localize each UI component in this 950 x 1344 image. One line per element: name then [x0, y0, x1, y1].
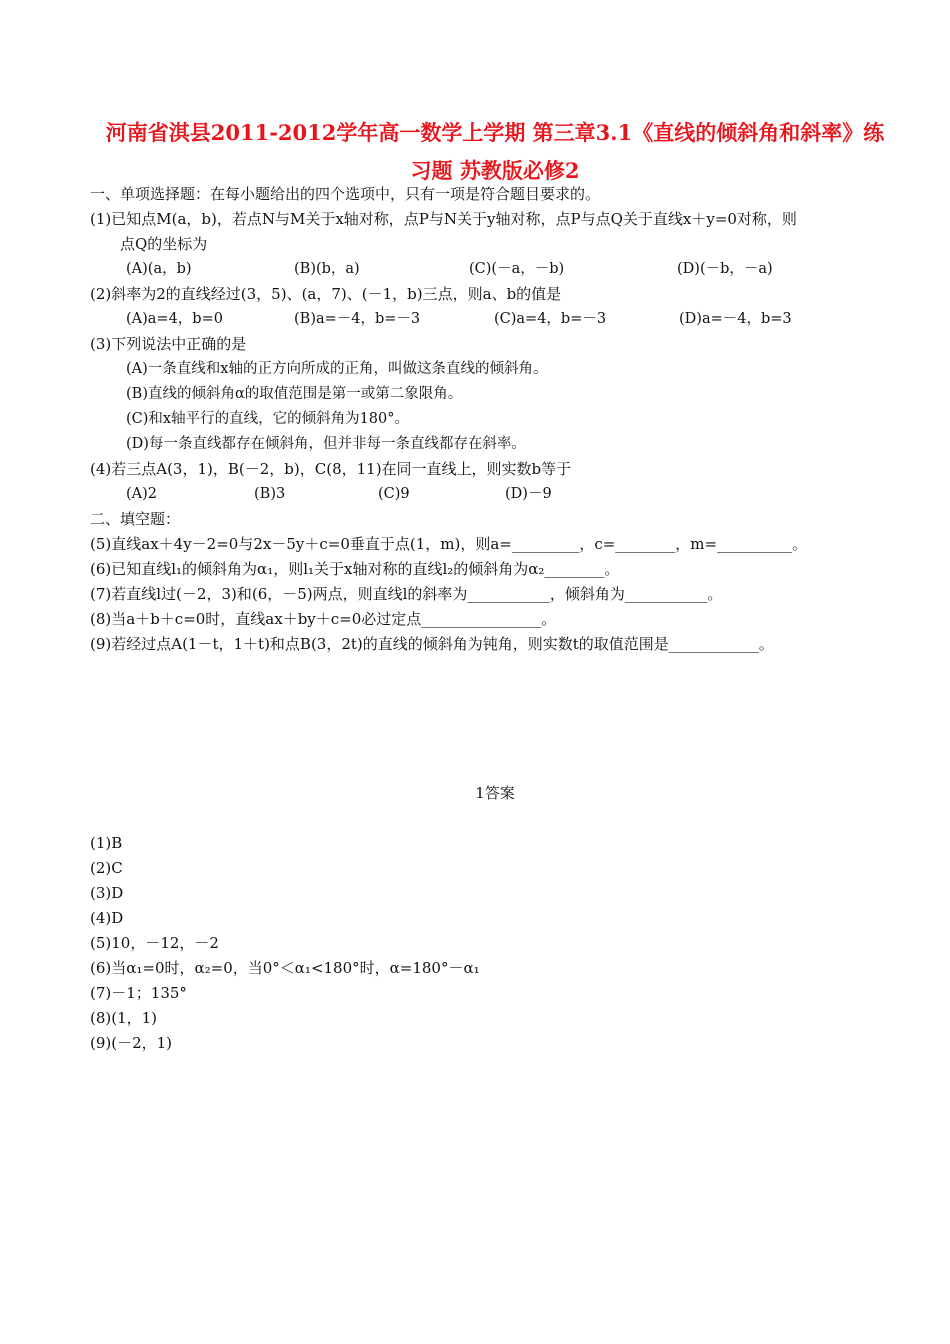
question-2-option-c: (C)a=4，b=－3 — [494, 311, 607, 327]
question-9: (9)若经过点A(1－t，1＋t)和点B(3，2t)的直线的倾斜角为钝角，则实数t的取值范围是____________。 — [90, 635, 774, 653]
answer-item: (4)D — [90, 909, 124, 927]
question-4-option-c: (C)9 — [378, 486, 410, 502]
question-3-option-a: (A)一条直线和x轴的正方向所成的正角，叫做这条直线的倾斜角。 — [126, 361, 548, 377]
question-1-option-a: (A)(a，b) — [126, 261, 192, 277]
question-1-stem: (1)已知点M(a，b)，若点N与M关于x轴对称，点P与N关于y轴对称，点P与点Q关于直线x＋y=0对称，则 — [90, 210, 797, 228]
document-title-line-1: 河南省淇县2011-2012学年高一数学上学期 第三章3.1《直线的倾斜角和斜率》练 — [105, 120, 885, 145]
question-1-option-d: (D)(－b，－a) — [677, 261, 773, 277]
question-6: (6)已知直线l₁的倾斜角为α₁，则l₁关于x轴对称的直线l₂的倾斜角为α₂________。 — [90, 560, 620, 578]
answer-item: (9)(－2，1) — [90, 1034, 173, 1052]
question-3-option-c: (C)和x轴平行的直线，它的倾斜角为180°。 — [126, 411, 410, 427]
question-2-stem: (2)斜率为2的直线经过(3，5)、(a，7)、(－1，b)三点，则a、b的值是 — [90, 285, 562, 303]
question-4-option-a: (A)2 — [126, 486, 158, 502]
answer-item: (2)C — [90, 859, 123, 877]
question-2-option-a: (A)a=4，b=0 — [126, 311, 223, 327]
question-3-option-d: (D)每一条直线都存在倾斜角，但并非每一条直线都存在斜率。 — [126, 436, 526, 452]
question-7: (7)若直线l过(－2，3)和(6，－5)两点，则直线l的斜率为___________，倾斜角为___________。 — [90, 585, 723, 603]
answer-item: (1)B — [90, 834, 123, 852]
section-1-heading: 一、单项选择题：在每小题给出的四个选项中，只有一项是符合题目要求的。 — [90, 185, 601, 203]
answer-item: (6)当α₁=0时，α₂=0，当0°＜α₁<180°时，α=180°－α₁ — [90, 959, 480, 977]
question-4-option-d: (D)－9 — [505, 486, 552, 502]
question-1-option-c: (C)(－a，－b) — [469, 261, 565, 277]
question-2-option-b: (B)a=－4，b=－3 — [294, 311, 421, 327]
question-3-stem: (3)下列说法中正确的是 — [90, 335, 247, 353]
document-title-line-2: 习题 苏教版必修2 — [410, 158, 580, 183]
question-8: (8)当a＋b＋c=0时，直线ax＋by＋c=0必过定点________________。 — [90, 610, 557, 628]
question-4-stem: (4)若三点A(3，1)，B(－2，b)，C(8，11)在同一直线上，则实数b等于 — [90, 460, 572, 478]
question-2-option-d: (D)a=－4，b=3 — [679, 311, 792, 327]
question-5: (5)直线ax＋4y－2=0与2x－5y＋c=0垂直于点(1，m)，则a=_________，c=________，m=__________。 — [90, 535, 808, 553]
answer-item: (5)10，－12，－2 — [90, 934, 219, 952]
question-1-stem-continued: 点Q的坐标为 — [120, 235, 208, 253]
question-1-option-b: (B)(b，a) — [294, 261, 360, 277]
answers-heading: 1答案 — [475, 784, 515, 802]
section-2-heading: 二、填空题： — [90, 510, 181, 528]
question-4-option-b: (B)3 — [254, 486, 286, 502]
answer-item: (8)(1，1) — [90, 1009, 158, 1027]
answer-item: (3)D — [90, 884, 124, 902]
question-3-option-b: (B)直线的倾斜角α的取值范围是第一或第二象限角。 — [126, 386, 463, 402]
answer-item: (7)－1；135° — [90, 984, 187, 1002]
